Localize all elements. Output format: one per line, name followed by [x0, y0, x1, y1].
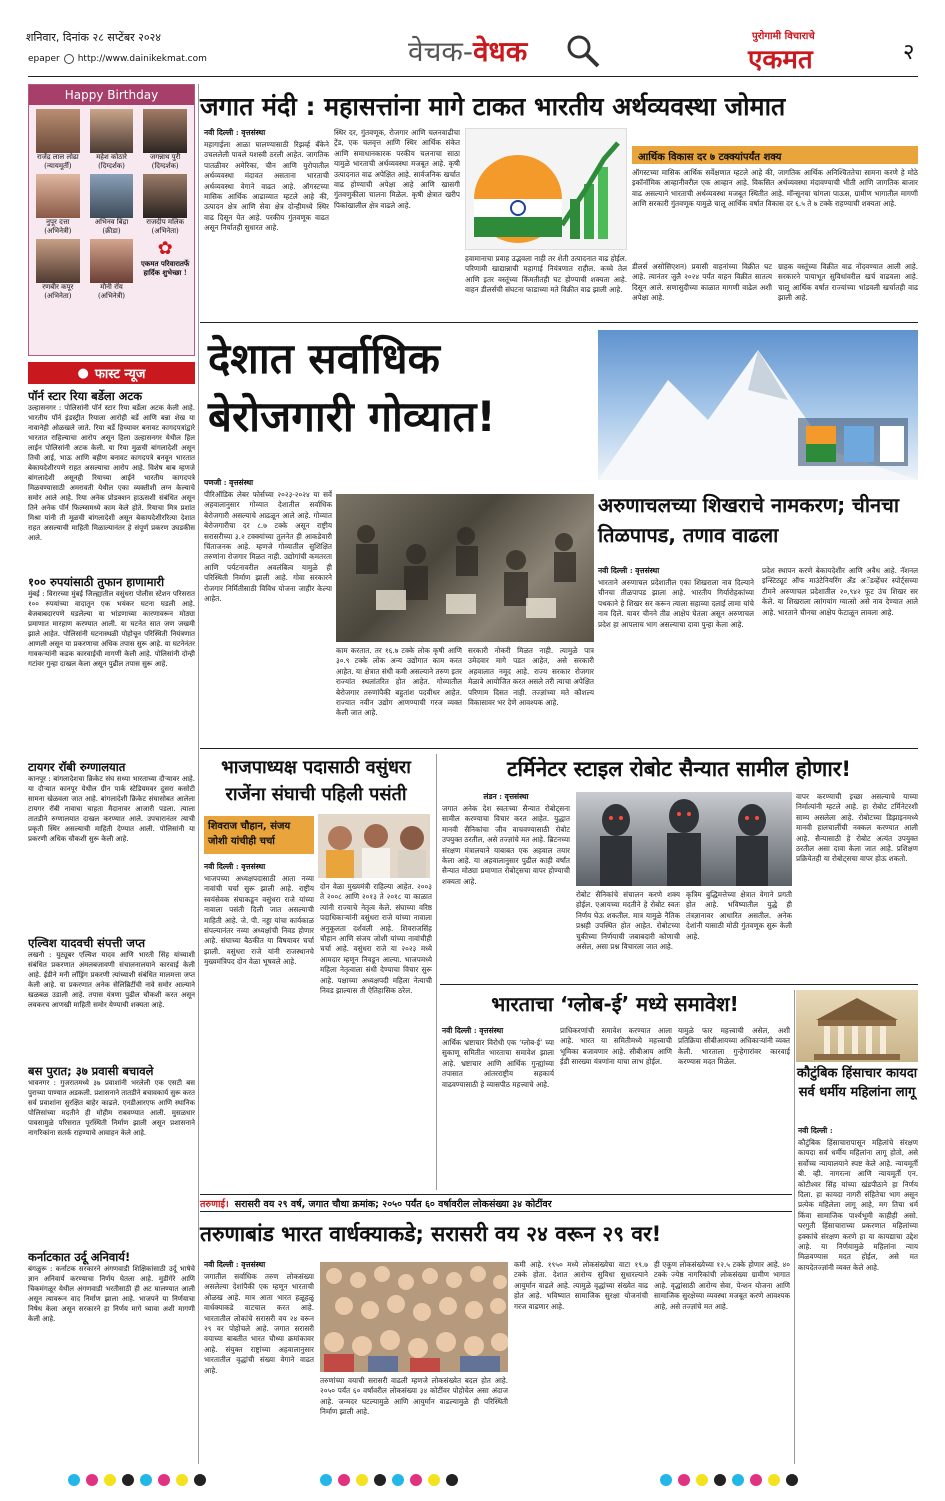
cyan-dot	[320, 1474, 332, 1486]
story2-col1	[204, 478, 332, 744]
news-item	[28, 384, 195, 570]
flower-icon: ✿	[157, 238, 173, 259]
color-registration-bar-center	[320, 1474, 458, 1486]
page-header	[0, 0, 945, 85]
story4-body-col1: भाजपच्या अध्यक्षपदासाठी आता नव्या नावांची चर्चा सुरू झाली आहे. राष्ट्रीय स्वयंसेवक संघाकडून वसुंधरा राजे यांच्या नावाला पसंती दिली जात असल्याची माहिती आहे. जे. पी. नड्डा यांचा कार्यकाळ संपल्यानंतर नव्या अध्यक्षांची निवड होणार आहे. संघाच्या बैठकीत या विषयावर चर्चा झाली. वसुंधरा राजे यांनी राजस्थानचे मुख्यमंत्रिपद दोन वेळा भूषवले आहे.	[204, 874, 314, 967]
black-dot	[714, 1474, 726, 1486]
birthday-grid	[29, 105, 194, 305]
person-role: (अभिनेत्री)	[44, 227, 72, 235]
cyan-dot	[660, 1474, 672, 1486]
black-dot	[446, 1474, 458, 1486]
person-role: (अभिनेत्री)	[97, 292, 126, 300]
news-body: लखनौ : युट्यूबर एल्विश यादव आणि भारती सिंह यांच्याशी संबंधित प्रकरणात अंमलबजावणी संचालनालयाने कारवाई केली आहे. ईडीने मनी लाँड्रिंग प्रकरणी त्यांच्याशी संबंधित मालमत्ता जप्त केली आहे. या प्रकरणात अनेक सेलिब्रिटींची नावे समोर आल्याने खळबळ उडाली आहे. तपास यंत्रणा पुढील चौकशी करत असून लवकरच आणखी माहिती समोर येण्याची शक्यता आहे.	[28, 951, 195, 1009]
news-item	[28, 755, 195, 931]
page-number: २	[903, 40, 915, 65]
birthday-title: Happy Birthday	[29, 85, 194, 105]
news-item	[28, 931, 195, 1059]
story8-body-col2: तरुणांच्या वयाची सरासरी वाढली म्हणजे लोकसंख्येत बदल होत आहे. २०५० पर्यंत ६० वर्षांवरील लोकसंख्या ३४ कोटींवर पोहोचेल असा अंदाज आहे. जन्मदर घटल्यामुळे आणि आयुर्मान वाढल्यामुळे ही परिस्थिती निर्माण झाली आहे.	[320, 1376, 508, 1417]
robot-soldiers-photo	[576, 792, 792, 886]
magnifier-icon	[565, 33, 601, 69]
story8-headline: तरुणाबांड भारत वार्धक्याकडे; सरासरी वय २४ वरून २९ वर!	[200, 1222, 662, 1246]
person-name: महेश कोठारे	[96, 153, 127, 161]
person-role: (क्रीडा)	[102, 227, 121, 235]
magenta-dot	[338, 1474, 350, 1486]
news-body: भावनगर : गुजरातमध्ये ३७ प्रवाशांनी भरलेली एक एसटी बस पुराच्या पाण्यात अडकली. प्रशासनाने तातडीने बचावकार्य सुरू करत सर्व प्रवाशांना सुरक्षित बाहेर काढले. एनडीआरएफ आणि स्थानिक पोलिसांच्या मदतीने ही मोहीम राबवण्यात आली. मुसळधार पावसामुळे परिसरात पूरस्थिती निर्माण झाली असून प्रशासनाने नागरिकांना सतर्क राहण्याचे आवाहन केले आहे.	[28, 1079, 195, 1137]
yellow-dot	[696, 1474, 708, 1486]
story3-body-col2: प्रदेश स्थापन करणे बेकायदेशीर आणि अवैध आहे. नॅशनल इन्स्टिट्यूट ऑफ माउंटेनियरिंग अँड अॅडव्हेंचर स्पोर्ट्सच्या टीमने अरुणाचल प्रदेशातील २०,९४२ फूट उंच शिखर सर केले. या शिखराला त्सांगयांग ग्यात्सो असे नाव देण्यात आले आहे. भारताने चीनचा आक्षेप फेटाळून लावला आहे.	[762, 566, 918, 617]
birthday-person	[139, 109, 191, 171]
magenta-dot	[158, 1474, 170, 1486]
ticker-label: तरुणाई।	[200, 1198, 229, 1210]
person-name: अभिनव बिंद्रा	[94, 218, 129, 226]
story1-col1	[204, 128, 329, 318]
cyan-dot	[392, 1474, 404, 1486]
birthday-wish: एकमत परिवारातर्फे हार्दिक शुभेच्छा !	[141, 259, 190, 277]
story5-headline: टर्मिनेटर स्टाइल रोबोट सैन्यात सामील होणार!	[507, 757, 851, 781]
story1-body-col5: ग्राहक वस्तूंच्या विक्रीत वाढ नोंदवण्यात आली आहे. सरकारने पायाभूत सुविधांवरील खर्च वाढवला आहे. चालू आर्थिक वर्षात राज्यांच्या भांडवली खर्चातही वाढ झाली आहे.	[778, 262, 918, 303]
story8-body-col1: जगातील सर्वाधिक तरुण लोकसंख्या असलेल्या देशांपैकी एक म्हणून भारताची ओळख आहे. मात्र आता भारत हळूहळू वार्धक्याकडे वाटचाल करत आहे. भारतातील लोकांचे सरासरी वय २४ वरून २९ वर पोहोचले आहे. जगात सरासरी वयाच्या बाबतीत भारत चौथ्या क्रमांकावर आहे. संयुक्त राष्ट्रांच्या अहवालानुसार भारतातील वृद्धांची संख्या वेगाने वाढत आहे.	[204, 1272, 314, 1375]
news-headline: पॉर्न स्टार रिया बर्डेला अटक	[28, 389, 143, 403]
portrait-photo	[36, 109, 80, 153]
news-body: बंगळुरू : कर्नाटक सरकारने अंगणवाडी शिक्षिकांसाठी उर्दू भाषेचे ज्ञान अनिवार्य करण्याचा निर्णय घेतला आहे. मुडीगेरे आणि चिकमंगळूर येथील अंगणवाडी भरतीसाठी ही अट घालण्यात आली असून त्यावरून वाद निर्माण झाला आहे. भाजपने या निर्णयाचा निषेध केला असून सरकारने हा निर्णय मागे घ्यावा अशी मागणी केली आहे.	[28, 1265, 195, 1323]
story6-body-col3: यामुळे फार महत्त्वाची असेल, अशी प्रतिक्रिया सीबीआयच्या अधिकाऱ्यांनी व्यक्त केली. भारताला गुन्हेगारांवर कारवाई करण्यास मदत मिळेल.	[678, 1026, 790, 1067]
court-building-illustration	[796, 990, 918, 1062]
crowd-faces-illustration	[320, 1262, 508, 1372]
column-divider	[794, 990, 795, 1464]
story6-dateline: नवी दिल्ली : वृत्तसंस्था	[442, 1026, 504, 1035]
magenta-dot	[678, 1474, 690, 1486]
portraits-illustration	[318, 814, 430, 878]
yellow-dot	[104, 1474, 116, 1486]
person-role: (दिग्दर्शक)	[98, 162, 125, 170]
globe-icon	[64, 54, 74, 64]
story1-body-col3: हवामानाचा प्रवाह उद्भवला नाही तर शेती उत्पादनात वाढ होईल. परिणामी खाद्यान्नाची महागाई नियंत्रणात राहील. कच्चे तेल आणि इतर वस्तूंच्या किंमतीतही घट होण्याची शक्यता आहे. वाहन डीलर्सची संघटना फाडाच्या मते विक्रीत वाढ झाली आहे.	[465, 254, 627, 295]
news-headline: बस पुरात; ३७ प्रवासी बचावले	[28, 1064, 154, 1078]
portrait-photo	[143, 174, 187, 218]
story3-headline: अरुणाचलच्या शिखराचे नामकरण; चीनचा तिळपापड, तणाव वाढला	[598, 493, 900, 547]
birthday-person	[86, 239, 138, 301]
cyan-dot	[140, 1474, 152, 1486]
story3-dateline: नवी दिल्ली : वृत्तसंस्था	[598, 566, 660, 575]
story8-col1	[204, 1260, 314, 1464]
divider	[200, 748, 918, 749]
news-headline: टायगर रॉबी रुग्णालयात	[28, 760, 126, 774]
story5-body-col4: वापर करण्याची इच्छा असल्याचे याच्या निर्मात्यांनी म्हटले आहे. हा रोबोट टर्मिनेटरशी साम्य असलेला आहे. रोबोटच्या डिझाइनमध्ये मानवी हालचालींची नक्कल करण्यात आली आहे. सैन्यासाठी हे रोबोट अत्यंत उपयुक्त ठरतील असा दावा केला जात आहे. प्रशिक्षण प्रक्रियेतही या रोबोट्सचा वापर होऊ शकतो.	[796, 792, 918, 864]
news-headline: १०० रुपयांसाठी तुफान हाणामारी	[28, 575, 165, 589]
portrait-photo	[90, 174, 134, 218]
story2-body-col2: काम करतात. तर १६.७ टक्के लोक कृषी आणि ३०.९ टक्के लोक अन्य उद्योगात काम करत आहेत. या क्षेत्रात संधी कमी असल्याने तरुण इतर राज्यांत स्थलांतरित होत आहेत. गोव्यातील बेरोजगार तरुणांपैकी बहुतांश पदवीधर आहेत. राज्यात नवीन उद्योग आणण्याची गरज व्यक्त केली जात आहे.	[336, 646, 462, 718]
news-headline: कर्नाटकात उर्दू अनिवार्य!	[28, 1250, 131, 1264]
news-body: उल्हासनगर : पोलिसांनी पॉर्न स्टार रिया बर्डेला अटक केली आहे. भारतीय पॉर्न इंडस्ट्रीत रियाला आरोही बर्डे आणि बन्ना शेख या नावानेही ओळखले जाते. रिया बर्डे हिच्यावर बनावट कागदपत्रांद्वारे भारतात राहिल्याचा आरोप असून हिला उल्हासनगर येथील हिल लाईन पोलिसांनी अटक केली. या रिया मुळची बांगलादेशी असून तिची आई, भाऊ आणि बहीण बनावट कागदपत्रे बनवून भारतात बेकायदेशीरपणे राहत असल्याचा आरोप आहे. विशेष बाब म्हणजे बांगलादेशी असूनही रियाच्या आईने भारतीय कागदपत्रे मिळवण्यासाठी अमरावती येथील एका व्यक्तीशी लग्न केल्याचे समोर आले आहे. रिया अनेक प्रोडक्शन हाऊसशी संबंधित असून तिने अनेक पॉर्न फिल्म्समध्ये काम केले होते. रियाचा मित्र प्रशांत मिश्रा यांनी ती मूळची बांगलादेशी असून बेकायदेशीररित्या देशात राहत असल्याची माहिती मिळाल्यानंतर हे संपूर्ण प्रकरण उघडकीस आले.	[28, 404, 195, 542]
story5-dateline: लंडन : वृत्तसंस्था	[483, 792, 529, 801]
black-dot	[194, 1474, 206, 1486]
story2-body-col3: सरकारी नोकरी मिळत नाही. त्यामुळे पात्र उमेदवार मागे पडत आहेत, असे सरकारी अहवालात नमूद आहे. राज्य सरकार रोजगार मेळावे आयोजित करत असले तरी त्याचा अपेक्षित परिणाम दिसत नाही. तज्ज्ञांच्या मते कौशल्य विकासावर भर देणे आवश्यक आहे.	[468, 646, 594, 708]
story8-body-col4: ही एकूण लोकसंख्येच्या १२.५ टक्के होणार आहे. ४० टक्के ज्येष्ठ नागरिकांची लोकसंख्या ग्रामीण भागात आहे. वृद्धांसाठी आरोग्य सेवा, पेन्शन योजना आणि सामाजिक सुरक्षेच्या व्यवस्था मजबूत करणे आवश्यक आहे, असे तज्ज्ञांचे मत आहे.	[654, 1260, 790, 1311]
column-divider	[436, 754, 437, 1190]
story5-body-col3: कृत्रिम बुद्धिमत्तेच्या क्षेत्रात वेगाने प्रगती होत आहे. भविष्यातील युद्धे ही तंत्रज्ञानावर आधारित असतील. अनेक देशांनी यासाठी मोठी गुंतवणूक सुरू केली आहे.	[686, 890, 792, 941]
flag-arrow-graphic	[466, 129, 627, 250]
story2-body-col1: पीरिऑडिक लेबर फोर्सच्या २०२३-२०२४ या सर्वे अहवालानुसार गोव्यात देशातील सर्वाधिक बेरोजगारी असल्याचे आढळून आले आहे. गोव्यात बेरोजगारीचा दर ८.७ टक्के असून राष्ट्रीय सरासरीच्या ३.२ टक्क्यांच्या तुलनेत ही आकडेवारी चिंताजनक आहे. म्हणजे गोव्यातील सुशिक्षित तरुणांना रोजगार मिळत नाही. उद्योगांची कमतरता आणि पर्यटनावरील अवलंबित्व यामुळे ही परिस्थिती निर्माण झाली आहे. गोवा सरकारने रोजगार निर्मितीसाठी विविध योजना जाहीर केल्या आहेत.	[204, 490, 332, 604]
yellow-dot	[428, 1474, 440, 1486]
color-registration-bar-left	[68, 1474, 206, 1486]
story6-body-col1: आर्थिक भ्रष्टाचार विरोधी एक ‘ग्लोब-ई’ च्या सुकाणू समितीत भारताचा समावेश झाला आहे. भ्रष्टाचार आणि आर्थिक गुन्ह्यांच्या तपासात आंतरराष्ट्रीय सहकार्य वाढवण्यासाठी हे व्यासपीठ महत्त्वाचे आहे.	[442, 1038, 554, 1089]
yellow-dot	[768, 1474, 780, 1486]
header-date: शनिवार, दिनांक २८ सप्टेंबर २०२४	[26, 31, 161, 44]
person-name: रणबीर कपूर	[42, 283, 74, 291]
story1-body-col4: डीलर्स असोसिएशन) प्रवासी वाहनांच्या विक्रीत घट आहे. त्यानंतर जुलै २०२४ पर्यंत वाहन विक्रीत सातत्य दिसून आले. सणासुदीच्या काळात मागणी वाढेल अशी अपेक्षा आहे.	[632, 262, 772, 303]
birthday-person	[139, 174, 191, 236]
news-headline: एल्विश यादवची संपत्ती जप्त	[28, 936, 146, 950]
story4-headline: भाजपाध्यक्ष पदासाठी वसुंधरा राजेंना संघाची पहिली पसंती	[221, 757, 411, 805]
story7-headline: कौटुंबिक हिंसाचार कायदा सर्व धर्मीय महिलांना लागू	[796, 1066, 918, 1100]
story4-subhead: शिवराज चौहान, संजय जोशी यांचीही चर्चा	[204, 816, 314, 854]
story5-body-col1: जगात अनेक देश स्वतःच्या सैन्यात रोबोट्सना सामील करण्याचा विचार करत आहेत. युद्धात मानवी सैनिकांचा जीव वाचवण्यासाठी रोबोट उपयुक्त ठरतील, असे तज्ज्ञांचे मत आहे. ब्रिटनच्या संरक्षण मंत्रालयाने याबाबत एक अहवाल तयार केला आहे. या अहवालानुसार पुढील काही वर्षांत सैन्यात मोठ्या प्रमाणात रोबोट्सचा वापर होण्याची शक्यता आहे.	[442, 804, 570, 886]
news-item	[28, 570, 195, 755]
india-growth-graphic	[465, 128, 627, 250]
portrait-photo	[90, 109, 134, 153]
header-divider	[28, 76, 918, 77]
robots-illustration	[576, 792, 792, 886]
person-name: जगन्नाथ पुरी	[150, 153, 181, 161]
birthday-wish-cell	[139, 239, 191, 301]
black-dot	[374, 1474, 386, 1486]
story7-body: कौटुंबिक हिंसाचारापासून महिलांचे संरक्षण कायदा सर्व धर्मीय महिलांना लागू होतो, असे सर्वोच्च न्यायालयाने स्पष्ट केले आहे. न्यायमूर्ती बी. व्ही. नागरत्ना आणि न्यायमूर्ती एन. कोटीश्वर सिंह यांच्या खंडपीठाने हा निर्णय दिला. हा कायदा नागरी संहितेचा भाग असून प्रत्येक महिलेला लागू आहे, मग तिचा धर्म किंवा सामाजिक पार्श्वभूमी काहीही असो. घरगुती हिंसाचाराच्या प्रकरणात महिलांच्या हक्कांचे संरक्षण करणे हा या कायद्याचा उद्देश आहे. या निर्णयामुळे महिलांना न्याय मिळवण्यास मदत होईल, असे मत कायदेतज्ज्ञांनी व्यक्त केले आहे.	[798, 1138, 918, 1272]
divider	[200, 322, 918, 323]
epaper-line	[28, 54, 207, 64]
story6-headline: भारताचा ‘ग्लोब-ई’ मध्ये समावेश!	[491, 992, 739, 1016]
person-name: मौनी रॉय	[100, 283, 123, 291]
crowd-photo	[320, 1262, 508, 1372]
person-role: (न्यायमूर्ती)	[44, 162, 72, 170]
news-body: कानपूर : बांगलादेशचा क्रिकेट संघ सध्या भारताच्या दौऱ्यावर आहे. या दौऱ्यात कानपूर येथील ग्रीन पार्क स्टेडियमवर दुसरा कसोटी सामना खेळवला जात आहे. बांगलादेशी क्रिकेट संघासोबत आलेला टायगर रॉबी नावाचा चाहता मैदानावर आजारी पडला. त्याला तातडीने रुग्णालयात दाखल करण्यात आले. उपचारानंतर त्याची प्रकृती स्थिर असल्याची माहिती देण्यात आली. पोलिसांनी या प्रकरणी अधिक चौकशी सुरू केली आहे.	[28, 775, 195, 843]
person-role: (अभिनेता)	[44, 292, 72, 300]
left-column	[28, 84, 195, 1464]
birthday-person	[32, 239, 84, 301]
story4-dateline: नवी दिल्ली : वृत्तसंस्था	[204, 862, 266, 871]
cyan-dot	[732, 1474, 744, 1486]
story4-col1	[204, 862, 314, 1188]
person-name: राजेंद्र लाल लोढा	[37, 153, 79, 161]
story7-dateline: नवी दिल्ली :	[798, 1126, 833, 1135]
news-body: मुंबई : विरारच्या मुंबई जिल्ह्यातील वसुंधरा पोलीस स्टेशन परिसरात १०० रुपयांच्या वादातून एक भयंकर घटना घडली आहे. बेजबाबदारपणे घडलेल्या या भांडणाच्या कारणावरून मोठ्या प्रमाणात मारहाण करण्यात आली. या घटनेत सात जण जखमी झाले आहेत. पोलिसांनी घटनास्थळी पोहोचून परिस्थिती नियंत्रणात आणली असून या प्रकरणाचा अधिक तपास सुरू आहे. या घटनेनंतर गावकऱ्यांनी कडक कारवाईची मागणी केली आहे. पोलिसांनी दोन्ही गटांवर गुन्हा दाखल केला असून पुढील तपास सुरू आहे.	[28, 590, 195, 668]
birthday-person	[86, 174, 138, 236]
portrait-photo	[36, 239, 80, 283]
story8-body-col3: कमी आहे. १९५० मध्ये लोकसंख्येचा वाटा १९.७ टक्के होता. देशात आरोग्य सुविधा सुधारल्याने आयुर्मान वाढले आहे. त्यामुळे वृद्धांच्या संख्येत वाढ होत आहे. भविष्यात सामाजिक सुरक्षा योजनांची गरज वाढणार आहे.	[514, 1260, 648, 1311]
person-role: (दिग्दर्शक)	[151, 162, 179, 170]
mountain-illustration	[598, 330, 918, 480]
news-item	[28, 1059, 195, 1245]
story8-ticker	[200, 1194, 792, 1212]
story1-body-col1: महागाईला आळा घालण्यासाठी रिझर्व्ह बँकेने उचललेली पावले यशस्वी ठरली आहेत. जागतिक पातळीवर अमेरिका, चीन आणि युरोपातील अर्थव्यवस्था मंदावत असताना भारताची अर्थव्यवस्था वेगाने वाढत आहे. ऑगस्टच्या मासिक आर्थिक आढाव्यात म्हटले आहे की, उत्पादन क्षेत्र आणि सेवा क्षेत्र दोन्हीमध्ये स्थिर वाढ दिसून येत आहे. परकीय गुंतवणूक वाढत असून निर्यातही सुधारत आहे.	[204, 140, 329, 233]
website-link[interactable]: http://www.dainikekmat.com	[77, 54, 207, 64]
mountain-summit-photo	[598, 330, 918, 480]
black-dot	[786, 1474, 798, 1486]
birthday-box	[28, 84, 195, 356]
birthday-person	[32, 174, 84, 236]
person-role: (अभिनेता)	[151, 227, 179, 235]
magenta-dot	[750, 1474, 762, 1486]
color-registration-bar-right	[660, 1474, 798, 1486]
fast-news-title: फास्ट न्यूज	[94, 367, 146, 382]
story5-col1	[442, 792, 570, 978]
epaper-label: epaper	[28, 54, 60, 64]
yellow-dot	[356, 1474, 368, 1486]
masthead-logo: एकमत	[748, 45, 813, 75]
job-seekers-photo	[336, 494, 594, 642]
supreme-court-photo	[796, 990, 918, 1062]
magenta-dot	[410, 1474, 422, 1486]
crowd-illustration	[336, 494, 594, 642]
ticker-text: सरासरी वय २९ वर्ष, जगात चौथा क्रमांक; २०५० पर्यंत ६० वर्षावरील लोकसंख्या ३४ कोटींवर	[234, 1198, 552, 1210]
divider	[440, 984, 918, 985]
story8-dateline: नवी दिल्ली : वृत्तसंस्था	[204, 1260, 266, 1269]
story1-dateline: नवी दिल्ली : वृत्तसंस्था	[204, 128, 266, 137]
story1-summary: ऑगस्टच्या मासिक आर्थिक सर्वेक्षणात म्हटले आहे की, जागतिक आर्थिक अनिश्चिततेचा सामना करणे हे मोठे इकॉनॉमिक आव्हानीवरील एक आव्हान आहे. विकसित अर्थव्यवस्था मंदावण्याची भीती आणि जागतिक बाजार वाढ असल्याने भारताची अर्थव्यवस्था मजबूत स्थितीत आहे. मॉन्सूनचा चांगला पाऊस, ग्रामीण भागातील मागणी आणि सरकारी गुंतवणूक यामुळे चालू आर्थिक वर्षात विकास दर ६.५ ते ७ टक्के राहण्याची शक्यता आहे.	[632, 168, 918, 209]
left-column-divider	[198, 84, 199, 1464]
story1-subhead: आर्थिक विकास दर ७ टक्क्यांपर्यंत शक्य	[632, 146, 918, 164]
portrait-photo	[90, 239, 134, 283]
story6-body-col2: प्राधिकरणांची समावेश करण्यात आला आहे. भारत या समितीमध्ये महत्त्वाची भूमिका बजावणार आहे. सीबीआय आणि ईडी सारख्या यंत्रणांना याचा लाभ होईल.	[560, 1026, 672, 1067]
birthday-person	[86, 109, 138, 171]
politicians-photo	[318, 814, 430, 878]
section-title-part2: वेधक	[472, 35, 528, 68]
story1-headline: जगात मंदी : महासत्तांना मागे टाकत भारतीय अर्थव्यवस्था जोमात	[200, 92, 786, 121]
story3-col1	[598, 566, 754, 744]
story2-headline: देशात सर्वाधिक बेरोजगारी गोव्यात!	[208, 334, 496, 441]
story5-body-col2: रोबोट सैनिकांचे संचालन करणे शक्य होईल. एआयच्या मदतीने हे रोबोट स्वतः निर्णय घेऊ शकतील. मात्र यामुळे नैतिक प्रश्नही उपस्थित होत आहेत. रोबोटच्या चुकीच्या निर्णयाची जबाबदारी कोणाची असेल, असा प्रश्न विचारला जात आहे.	[576, 890, 680, 952]
portrait-photo	[36, 174, 80, 218]
section-title	[408, 32, 527, 70]
news-item	[28, 1245, 195, 1455]
story1-body-col2: स्थिर दर, गुंतवणूक, रोजगार आणि चलनवाढीचा ट्रेंड, एक चलवृत्त आणि स्थिर आर्थिक संकेत आणि समाधानकारक परकीय चलनाचा साठा यामुळे भारताची अर्थव्यवस्था मजबूत आहे. कृषी उत्पादनात वाढ अपेक्षित आहे. सार्वजनिक खर्चात वाढ होण्याची अपेक्षा आहे आणि खासगी गुंतवणुकीला चालना मिळेल. कृषी क्षेत्रात खरीप पिकांखालील क्षेत्र वाढले आहे.	[334, 128, 460, 210]
story4-body-col2: दोन वेळा मुख्यमंत्री राहिल्या आहेत. २००३ ते २००८ आणि २०१३ ते २०१८ या काळात त्यांनी राज्याचे नेतृत्व केले. संघाच्या वरिष्ठ पदाधिकाऱ्यांनी वसुंधरा राजे यांच्या नावाला अनुकूलता दर्शवली आहे. शिवराजसिंह चौहान आणि संजय जोशी यांच्या नावांचीही चर्चा आहे. वसुंधरा राजे या २०२३ मध्ये आमदार म्हणून निवडून आल्या. भाजपमध्ये महिला नेतृत्वाला संधी देण्याचा विचार सुरू आहे. पक्षाच्या अध्यक्षपदी महिला नेत्याची निवड झाल्यास ती ऐतिहासिक ठरेल.	[320, 882, 432, 996]
section-title-part1: वेचक-	[408, 35, 473, 68]
person-name: राजदीप मलिक	[146, 218, 185, 226]
yellow-dot	[176, 1474, 188, 1486]
bullet-icon: ●	[77, 365, 89, 381]
story7-body-wrap	[798, 1126, 918, 1464]
story2-dateline: पणजी : वृत्तसंस्था	[204, 478, 254, 487]
birthday-person	[32, 109, 84, 171]
tagline: पुरोगामी विचाराचे	[752, 31, 815, 42]
cyan-dot	[68, 1474, 80, 1486]
fast-news-banner	[28, 362, 195, 384]
portrait-photo	[143, 109, 187, 153]
story3-body-col1: भारताने अरुणाचल प्रदेशातील एका शिखराला नाव दिल्याने चीनचा तीळपापड झाला आहे. भारतीय गिर्यारोहकांच्या पथकाने हे शिखर सर करून त्याला सहाव्या दलाई लामा यांचे नाव दिले. यावर चीनने तीव्र आक्षेप घेतला असून अरुणाचल प्रदेश हा आपलाच भाग असल्याचा दावा पुन्हा केला आहे.	[598, 578, 754, 629]
fast-news-list	[28, 384, 195, 1464]
story6-col1	[442, 1026, 554, 1188]
person-name: नुपूर दत्ता	[46, 218, 70, 226]
magenta-dot	[86, 1474, 98, 1486]
black-dot	[122, 1474, 134, 1486]
